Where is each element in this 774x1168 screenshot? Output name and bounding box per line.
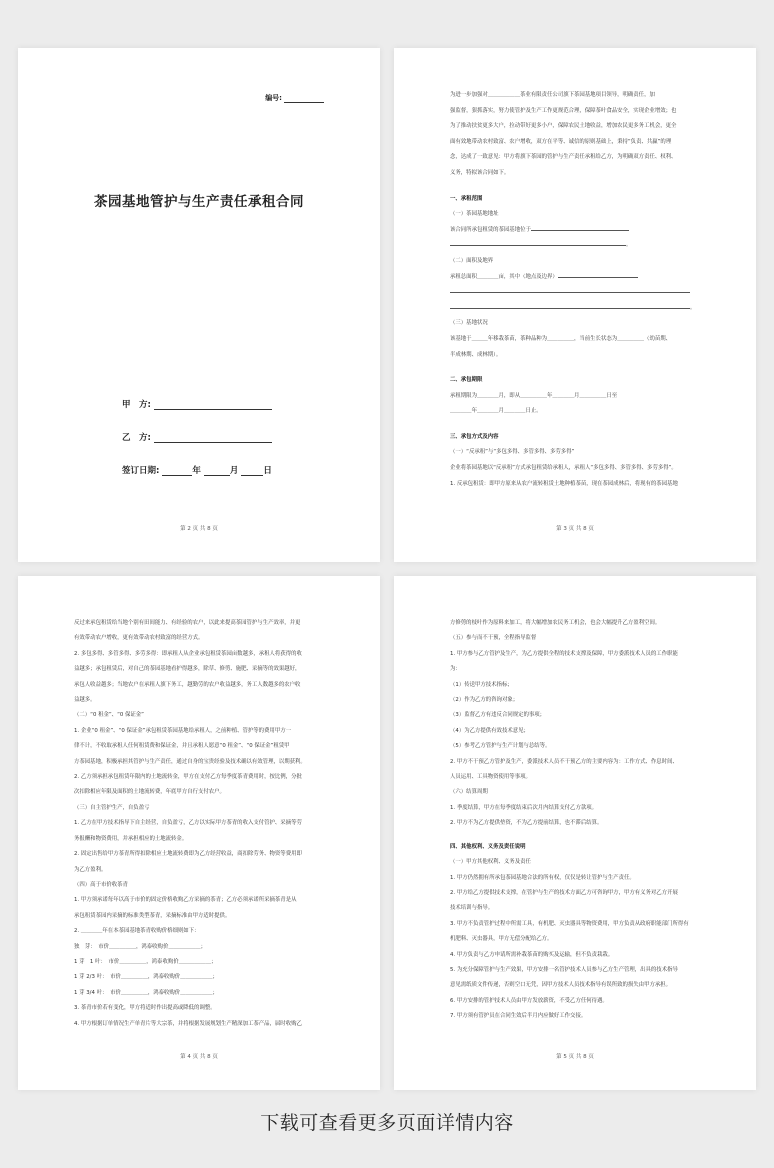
- paragraph-line: 面有效地带动农村致富、农户增收，双方在平等、诚信的原则基础上，秉持“负责、共赢”的理: [450, 138, 672, 145]
- section-heading: 二、承包期限: [450, 377, 483, 384]
- contract-number-blank: [284, 94, 324, 103]
- paragraph-line: ＿＿＿＿年＿＿＿＿月＿＿＿＿日止。: [450, 408, 542, 415]
- paragraph-line: （四）高于市价收茶青: [74, 881, 128, 888]
- paragraph-line: 承租期限为＿＿＿＿月，即从＿＿＿＿＿年＿＿＿＿月＿＿＿＿＿日至: [450, 392, 618, 399]
- paragraph-line: 务报酬和物资费用，并承担相应的土地流转金。: [74, 835, 188, 842]
- paragraph-line: 4. 甲方负责与乙方申请所需补栽茶苗的购买及运输，但不负责栽栽。: [450, 951, 614, 958]
- paragraph-line: 次扣除相应年限及面积的土地流转费，年底甲方自行支付农户。: [74, 789, 225, 796]
- paragraph-line: 2. 多包多得、多管多得、多劳多得：即承租人从企业承包租赁茶园亩数越多，承租人将获得的收: [74, 650, 302, 657]
- paragraph-line: 念，达成了一致意见：甲方将旗下茶园的管护与生产责任承租给乙方，为明确双方责任、权利、: [450, 154, 677, 161]
- paragraph-line: 有效带动农户增收，更有效带动农村致富的经营方式。: [74, 635, 204, 642]
- paragraph-line: 该基地于＿＿＿年移栽茶苗，茶种品种为＿＿＿＿＿，当前生长状态为＿＿＿＿＿（幼苗期、: [450, 335, 672, 342]
- day-blank: [241, 465, 263, 476]
- paragraph-line: 1. 甲方参与乙方管护及生产，为乙方提供全程的技术支撑及保障，甲方委派技术人员的工作职能: [450, 650, 678, 657]
- paragraph-line: 为乙方盈利。: [74, 866, 107, 873]
- paragraph-line: 强监督，狠抓落实，努力使管护及生产工作更规范合理，保障茶叶食品安全，实现企业增效；也: [450, 107, 677, 114]
- page-body: [74, 616, 330, 1032]
- paragraph-line: [450, 285, 706, 301]
- paragraph-line: 2. 甲方给乙方提供技术支撑，在管护与生产的技术方面乙方可咨询甲方，甲方有义务对乙方开展: [450, 889, 678, 896]
- paragraph-line: 3. 甲方不负责管护过程中所需工具，有机肥、灭虫器具等物资费用，甲方负责从政府职能部门所得有: [450, 920, 689, 927]
- paragraph-line: （1）传送甲方技术指标；: [450, 681, 513, 688]
- paragraph-line: 1. 反承包租赁：即甲方原来从农户流转租赁土地种植茶苗，现在茶园成林后，将现有的茶园基地: [450, 480, 678, 487]
- subsection-heading: （一）“反承租”与“多包多得、多管多得、多劳多得”: [450, 449, 575, 456]
- paragraph-line: 2. ＿＿＿＿年在本茶园基地茶青收购价格细则如下：: [74, 928, 200, 935]
- paragraph-line: 1. 乙方在甲方技术指导下自主经营，自负盈亏，乙方以实际甲方茶青的收入支付管护、采摘等劳: [74, 820, 302, 827]
- party-b-label: 乙 方:: [122, 433, 151, 443]
- paragraph-line: 独 芽： 市价＿＿＿＿＿，鸿泰收购价＿＿＿＿＿＿；: [74, 943, 207, 950]
- paragraph-line: 5. 为充分保障管护与生产效果，甲方安排一名管护技术人员参与乙方生产管理，出具的技术指导: [450, 966, 678, 973]
- paragraph-line: 承包人收益越多；当地农户在承租人旗下务工，越勤劳的农户收益越多，务工人数越多的农户收: [74, 681, 301, 688]
- paragraph-line: 4. 甲方根据订单情况生产单青片等大宗茶，并将根据发展规划生产精深加工茶产品，届时收购乙: [74, 1020, 302, 1027]
- contract-number-label: 编号:: [265, 94, 282, 102]
- section-heading: 一、承租范围: [450, 195, 483, 202]
- address-blank: [531, 224, 629, 231]
- paragraph-line: 。: [450, 238, 706, 254]
- paragraph-line: 1 芽 1 叶： 市价＿＿＿＿＿，鸿泰收购价＿＿＿＿＿＿；: [74, 958, 217, 965]
- sign-date-row: [122, 464, 272, 476]
- paragraph-line: 1. 甲方仍然拥有所承包茶园基地合法的所有权，仅仅是转让管护与生产责任。: [450, 874, 635, 881]
- paragraph-line: 反过来承包租赁给当地个别有田间能力、有经验的农户，以此来提高茶园管护与生产效率，并更: [74, 620, 301, 626]
- subsection-heading: （二）面积及地界: [450, 257, 494, 264]
- paragraph-line: 为进一步加强对＿＿＿＿＿＿茶业有限责任公司旗下茶园基地项目领导，明确责任，加: [450, 92, 655, 98]
- page-body: [450, 616, 706, 1025]
- contract-page-5: [394, 576, 756, 1090]
- paragraph-line: 1. 企业“0 租金”、“0 保证金”承包租赁茶园基地给承租人，之前种植、管护等的费用甲方一: [74, 727, 291, 734]
- page-footer: 第 3 页 共 8 页: [556, 526, 594, 532]
- paragraph-line: （一）甲方其他权利、义务及责任: [450, 859, 531, 866]
- paragraph-line: [450, 270, 706, 286]
- subsection-heading: （一）茶园基地地址: [450, 211, 499, 218]
- paragraph-line: 为了推动扶贫更多大户，拉动带好更多小户，保障农民土地收益，增加农民更多务工机会，更全: [450, 123, 677, 130]
- paragraph-line: 6. 甲方安排的管护技术人员由甲方发放薪资，不受乙方任何待遇。: [450, 997, 608, 1004]
- paragraph-line: 2. 乙方须承担承包租赁年限内的土地流转金，甲方在支付乙方每季度茶青费用时，按比例，分批: [74, 774, 302, 781]
- paragraph-line: 1. 季度结算，甲方在每季度结束后次月内结算支付乙方款项。: [450, 804, 598, 811]
- paragraph-line: 益越多。: [74, 697, 96, 704]
- sign-date-label: 签订日期:: [122, 466, 160, 476]
- paragraph-line: （六）结算周期: [450, 789, 488, 796]
- paragraph-line: （2）作为乙方的咨询对象；: [450, 697, 519, 704]
- paragraph-line: 。: [450, 301, 706, 317]
- address-label: 该合同所承包租赁的茶园基地位于: [450, 226, 531, 233]
- paragraph-line: （五）参与而不干预，全程指导监督: [450, 635, 537, 642]
- paragraph-line: 承包租赁茶园内采摘的标准类型茶青，采摘标准由甲方适时提供。: [74, 912, 231, 919]
- paragraph-line: 7. 甲方须有管护员在合同生效后半月内应做好工作交接。: [450, 1013, 587, 1020]
- month-label: 月: [229, 466, 239, 476]
- contract-page-4: [18, 576, 380, 1090]
- day-label: 日: [263, 466, 272, 476]
- paragraph-line: 2. 固定出售给甲方茶青所得扣除相应土地流转费即为乙方经营收益，商扣除劳务、物资等费用即: [74, 851, 302, 858]
- paragraph-line: （5）参考乙方管护与生产计划与总结等。: [450, 743, 551, 750]
- party-b-row: [122, 431, 272, 443]
- download-caption: 下载可查看更多页面详情内容: [260, 1112, 514, 1134]
- paragraph-line: 3. 茶青市价若有变化，甲方将适时作出提高或降低的调整。: [74, 1005, 216, 1012]
- contract-cover-page: [18, 48, 380, 562]
- boundary-blank: [450, 286, 690, 293]
- paragraph-line: （4）为乙方提供有效技术意见；: [450, 727, 529, 734]
- paragraph-line: （3）监督乙方有违反合同规定的事项；: [450, 712, 546, 719]
- page-footer: 第 5 页 共 8 页: [556, 1054, 594, 1060]
- party-a-row: [122, 398, 272, 410]
- paragraph-line: 1 芽 3/4 叶： 市价＿＿＿＿＿，鸿泰收购价＿＿＿＿＿＿；: [74, 989, 218, 996]
- paragraph-line: 为：: [450, 666, 461, 673]
- paragraph-line: 1 芽 2/3 叶： 市价＿＿＿＿＿，鸿泰收购价＿＿＿＿＿＿；: [74, 974, 218, 981]
- paragraph-line: [450, 223, 706, 239]
- address-blank-2: [450, 239, 626, 246]
- section-heading: 四、其他权利、义务及责任说明: [450, 843, 526, 850]
- paragraph-line: 意见需纸质文件传递，否则空口无凭，因甲方技术人员技术指导有误所致的损失由甲方承担。: [450, 982, 672, 989]
- area-label: 承租总面积＿＿＿＿亩，其中（地点及边界）: [450, 273, 558, 280]
- contract-number: [265, 93, 324, 103]
- contract-page-3: [394, 48, 756, 562]
- year-blank: [162, 465, 192, 476]
- paragraph-line: 方茶园基地，积极承担其管护与生产责任，通过自身的宝贵经验及技术确以有效管理，以期获利。: [74, 758, 306, 765]
- paragraph-line: 1. 甲方须承诺每年以高于市价的固定价格收购乙方采摘的茶青；乙方必须承诺所采摘茶青是从: [74, 897, 297, 904]
- paragraph-line: 人员运用、工具物资使用等事项。: [450, 774, 531, 781]
- paragraph-line: 律不计，不收取承租人任何租赁费和保证金，并且承租人愿意“0 租金”、“0 保证金”租赁甲: [74, 743, 290, 750]
- year-label: 年: [192, 466, 201, 476]
- page-footer: 第 4 页 共 8 页: [180, 1054, 218, 1060]
- paragraph-line: 方修剪的枝叶作为原料来加工，将大幅增加农民务工机会，也会大幅提升乙方盈利空间。: [450, 620, 661, 626]
- paragraph-line: 2. 甲方不干预乙方管护及生产，委派技术人员不干预乙方的主要内容为：工作方式、作息时间、: [450, 758, 678, 765]
- party-a-label: 甲 方:: [122, 400, 151, 410]
- page-footer: 第 2 页 共 8 页: [180, 526, 218, 532]
- party-b-blank: [154, 432, 272, 443]
- paragraph-line: 机肥料、灭虫器具，甲方无偿分配给乙方。: [450, 936, 553, 943]
- party-a-blank: [154, 399, 272, 410]
- contract-title: 茶园基地管护与生产责任承租合同: [94, 194, 304, 210]
- paragraph-line: 益越多；承包租赁后，对自己的茶园基地看护得越多，除草、修剪、施肥、采摘等的效果越好，: [74, 666, 301, 673]
- paragraph-line: 义务，特拟该合同如下。: [450, 169, 510, 176]
- paragraph-line: 企业将茶园基地以“反承租”方式承包租赁给承租人，承租人“多包多得、多管多得、多劳多得”。: [450, 465, 677, 472]
- paragraph-line: （三）自主管护生产，自负盈亏: [74, 804, 150, 811]
- page-body: [450, 88, 706, 492]
- paragraph-line: 2. 甲方不为乙方提供垫资，不为乙方提前结算，也不滞后结算。: [450, 820, 603, 827]
- subsection-heading: （三）基地状况: [450, 320, 488, 327]
- month-blank: [204, 465, 230, 476]
- paragraph-line: 半成林期、成林期）。: [450, 351, 502, 358]
- paragraph-line: （二）“0 租金”、“0 保证金”: [74, 712, 144, 719]
- paragraph-line: 技术培训与指导。: [450, 905, 494, 912]
- section-heading: 三、承包方式及内容: [450, 433, 499, 440]
- boundary-blank-2: [450, 302, 690, 309]
- area-blank: [558, 271, 638, 278]
